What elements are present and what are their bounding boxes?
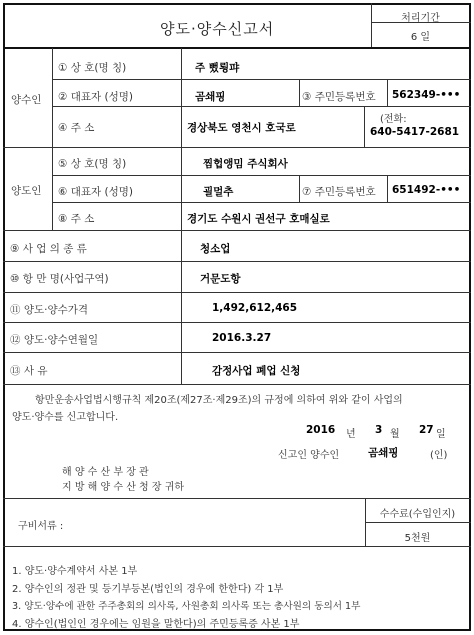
transferee-addr-value: 경상북도 영천시 호국로 [187, 122, 296, 134]
port-name-label: ⑩ 항 만 명(사업구역) [10, 273, 109, 285]
transferee-phone-label: (전화: [380, 114, 407, 125]
title-bottom-line [3, 47, 471, 49]
docs-label: 구비서류 : [18, 521, 64, 532]
transferee-name-value: 주 뻤룅퍄 [195, 62, 240, 74]
row-line [3, 292, 471, 293]
transferor-name-value: 찜헙앵밈 주식회사 [203, 158, 288, 170]
recipient-line-1: 해 양 수 산 부 장 관 [62, 467, 149, 478]
fee-value: 5천원 [404, 533, 431, 544]
declaration-line-1: 항만운송사업법시행규칙 제20조(제27조·제29조)의 규정에 의하여 위와 같이 사업의 [35, 395, 403, 406]
row-line [53, 79, 471, 80]
doc-item: 2. 양수인의 정관 및 등기부등본(법인의 경우에 한한다) 각 1부 [12, 584, 284, 595]
transferor-name-label: ⑤ 상 호(명 칭) [58, 158, 127, 170]
business-type-value: 청소업 [200, 243, 231, 255]
processing-divider [371, 22, 471, 23]
section-line [3, 230, 471, 231]
transferee-rep-label: ② 대표자 (성명) [58, 91, 133, 103]
transferor-reg-value: 651492-••• [392, 184, 461, 196]
date-year-unit: 년 [346, 429, 356, 440]
row-line [3, 322, 471, 323]
transferee-addr-label: ④ 주 소 [58, 122, 95, 134]
doc-item: 1. 양도·양수계약서 사본 1부 [12, 566, 138, 577]
reg-value-divider [387, 176, 388, 202]
transferee-rep-value: 곰쇄핑 [195, 91, 226, 103]
date-day: 27 [419, 424, 434, 436]
reg-value-divider [387, 80, 388, 106]
signer-label: 신고인 양수인 [278, 450, 340, 461]
fee-label: 수수료(수입인지) [379, 509, 456, 520]
rows-col-divider [181, 231, 182, 384]
fee-divider [365, 522, 471, 523]
processing-label: 처리기간 [401, 13, 440, 24]
row-line [53, 175, 471, 176]
doc-item: 4. 양수인(법인인 경우에는 임원을 말한다)의 주민등록증 사본 1부 [12, 619, 300, 630]
reg-col-divider [299, 80, 300, 106]
transferee-reg-value: 562349-••• [392, 89, 461, 101]
transfer-date-label: ⑫ 양도·양수연월일 [10, 334, 99, 346]
date-month-unit: 월 [390, 429, 400, 440]
phone-col-divider [364, 107, 365, 147]
date-day-unit: 일 [436, 429, 446, 440]
signer-seal: (인) [430, 450, 448, 461]
signer-name: 곰쇄핑 [368, 447, 399, 459]
transferee-reg-label: ③ 주민등록번호 [302, 91, 376, 103]
transferee-section-label: 양수인 [11, 94, 42, 106]
form-title: 양도·양수신고서 [160, 20, 275, 38]
docs-list-line [3, 546, 471, 547]
reg-col-divider [299, 176, 300, 202]
reason-label: ⑬ 사 유 [10, 365, 48, 377]
transferee-phone-value: 640-5417-2681 [370, 126, 460, 138]
date-month: 3 [375, 424, 383, 436]
section-line [3, 147, 471, 148]
row-line [53, 202, 471, 203]
doc-item: 3. 양도·양수에 관한 주주총회의 의사록, 사원총회 의사록 또는 총사원의 동의서 1부 [12, 601, 361, 612]
transferor-rep-value: 괼멀추 [203, 186, 234, 198]
transferor-section-label: 양도인 [11, 185, 42, 197]
port-name-value: 거문도항 [200, 273, 241, 285]
transfer-date-value: 2016.3.27 [212, 332, 272, 344]
recipient-line-2: 지 방 해 양 수 산 청 장 귀하 [62, 482, 185, 493]
transferor-rep-label: ⑥ 대표자 (성명) [58, 186, 133, 198]
declaration-line-2: 양도·양수를 신고합니다. [12, 412, 119, 423]
transferee-name-label: ① 상 호(명 칭) [58, 62, 127, 74]
transferor-addr-label: ⑧ 주 소 [58, 213, 95, 225]
price-label: ⑪ 양도·양수가격 [10, 304, 89, 316]
processing-value: 6 일 [410, 32, 431, 43]
business-type-label: ⑨ 사 업 의 종 류 [10, 243, 87, 255]
row-line [3, 261, 471, 262]
row-line [53, 106, 471, 107]
date-year: 2016 [306, 424, 336, 436]
reason-value: 감정사업 폐업 신청 [212, 365, 301, 377]
transferor-addr-value: 경기도 수원시 권선구 호매실로 [187, 213, 330, 225]
docs-top-line [3, 498, 471, 499]
price-value: 1,492,612,465 [212, 302, 298, 314]
row-line [3, 384, 471, 385]
transferor-reg-label: ⑦ 주민등록번호 [302, 186, 376, 198]
row-line [3, 352, 471, 353]
